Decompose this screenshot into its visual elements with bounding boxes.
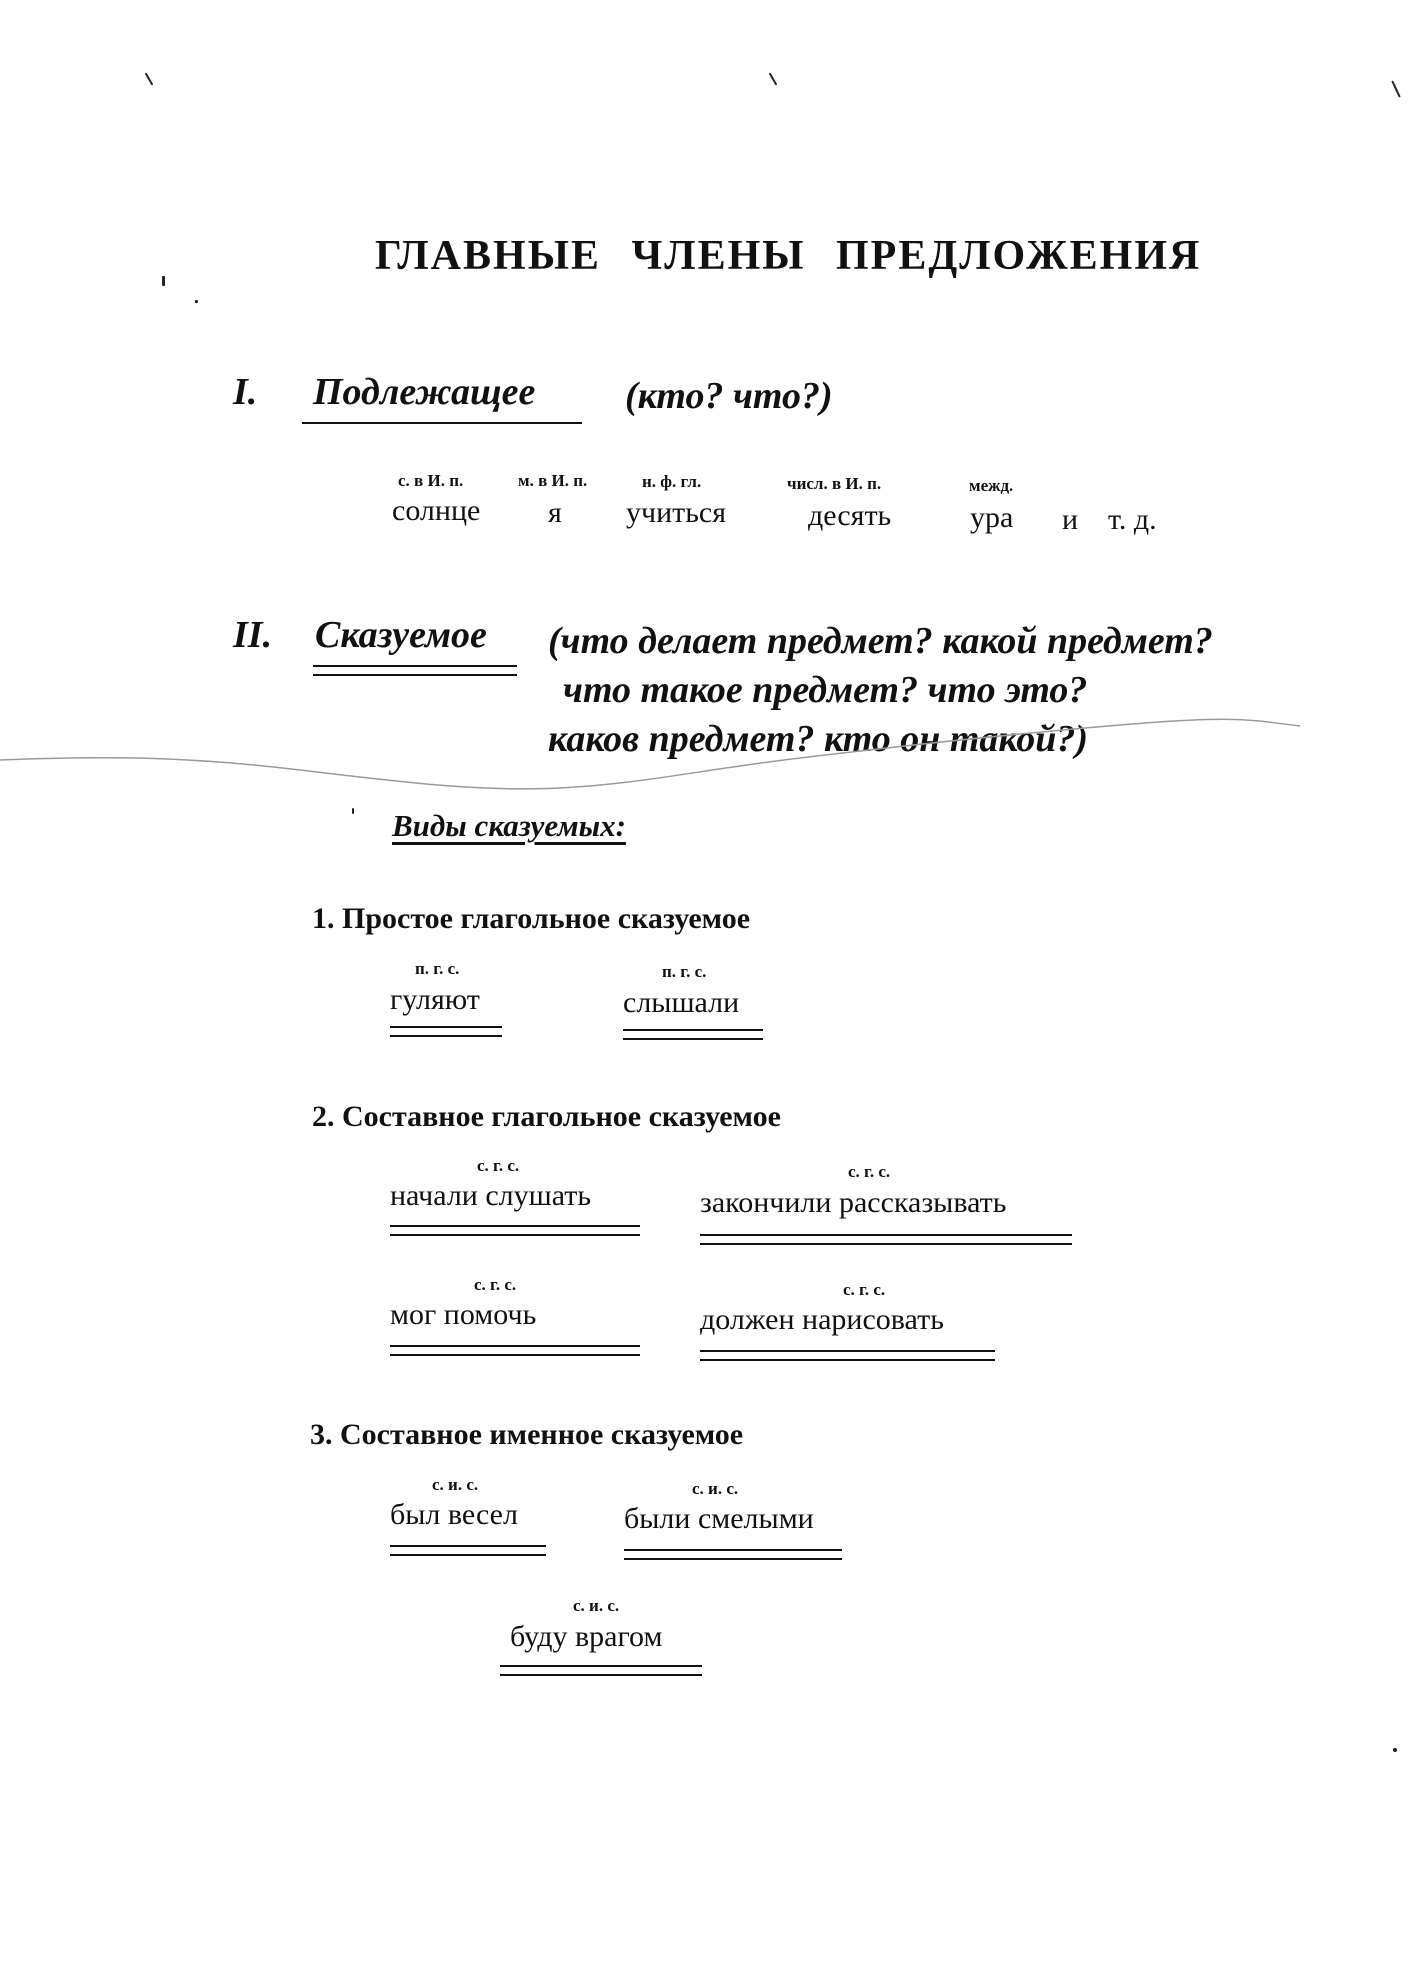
subject-example-word: солнце [392, 494, 481, 527]
scan-speck [769, 72, 778, 85]
scan-speck [145, 72, 154, 85]
example-double-underline [700, 1234, 1072, 1245]
paper-fold-crease [0, 700, 1428, 820]
example-abbr: п. г. с. [415, 959, 460, 978]
scan-speck [1391, 80, 1400, 97]
example-double-underline [390, 1225, 640, 1236]
subject-example-word: десять [808, 499, 892, 532]
subject-example-abbr: межд. [969, 476, 1014, 495]
example-predicate: слышали [623, 986, 740, 1019]
example-double-underline [624, 1549, 842, 1560]
example-predicate: мог помочь [390, 1298, 537, 1331]
subject-question: (кто? что?) [625, 375, 833, 417]
page-title: ГЛАВНЫЕ ЧЛЕНЫ ПРЕДЛОЖЕНИЯ [375, 233, 1202, 279]
subject-example-word: я [548, 496, 562, 529]
example-abbr: с. г. с. [474, 1275, 517, 1294]
subject-example-abbr: с. в И. п. [398, 471, 464, 490]
subject-example-abbr: м. в И. п. [518, 471, 588, 490]
predicate-question-line: (что делает предмет? какой предмет? [548, 620, 1213, 662]
subject-example-abbr: числ. в И. п. [787, 474, 882, 493]
subject-example-abbr: н. ф. гл. [642, 472, 702, 491]
example-predicate: буду врагом [510, 1620, 663, 1653]
subject-etc: т. д. [1108, 503, 1157, 536]
example-abbr: с. г. с. [843, 1280, 886, 1299]
example-predicate: был весел [390, 1498, 518, 1531]
scan-speck [162, 276, 165, 286]
subject-example-word: ура [970, 501, 1014, 534]
example-abbr: с. г. с. [477, 1156, 520, 1175]
scan-speck [352, 808, 354, 814]
example-double-underline [390, 1345, 640, 1356]
example-abbr: п. г. с. [662, 962, 707, 981]
predicate-heading: Сказуемое [315, 614, 487, 656]
section-numeral-predicate: II. [233, 614, 273, 656]
scan-speck [195, 300, 198, 303]
predicate-type-label: 2. Составное глагольное сказуемое [312, 1100, 781, 1133]
predicate-type-label: 1. Простое глагольное сказуемое [312, 902, 751, 935]
predicate-question-line: каков предмет? кто он такой?) [548, 718, 1089, 760]
section-numeral-subject: I. [233, 371, 258, 413]
predicate-question-line: что такое предмет? что это? [563, 669, 1088, 711]
subject-underline [302, 422, 582, 424]
example-predicate: закончили рассказывать [700, 1186, 1007, 1219]
example-double-underline [623, 1029, 763, 1040]
example-abbr: с. и. с. [692, 1479, 739, 1498]
example-double-underline [700, 1350, 995, 1361]
predicate-type-label: 3. Составное именное сказуемое [310, 1418, 744, 1451]
example-abbr: с. и. с. [432, 1475, 479, 1494]
example-double-underline [390, 1545, 546, 1556]
subject-heading: Подлежащее [313, 371, 536, 413]
example-predicate: должен нарисовать [700, 1303, 944, 1336]
predicate-types-heading: Виды сказуемых: [392, 808, 626, 843]
example-predicate: были смелыми [624, 1502, 814, 1535]
example-double-underline [390, 1026, 502, 1037]
example-abbr: с. и. с. [573, 1596, 620, 1615]
subject-etc-and: и [1062, 503, 1079, 536]
example-predicate: начали слушать [390, 1179, 592, 1212]
predicate-double-underline [313, 665, 517, 676]
example-double-underline [500, 1665, 702, 1676]
example-predicate: гуляют [390, 983, 480, 1016]
scan-speck [1393, 1748, 1397, 1752]
subject-example-word: учиться [626, 496, 727, 529]
example-abbr: с. г. с. [848, 1162, 891, 1181]
